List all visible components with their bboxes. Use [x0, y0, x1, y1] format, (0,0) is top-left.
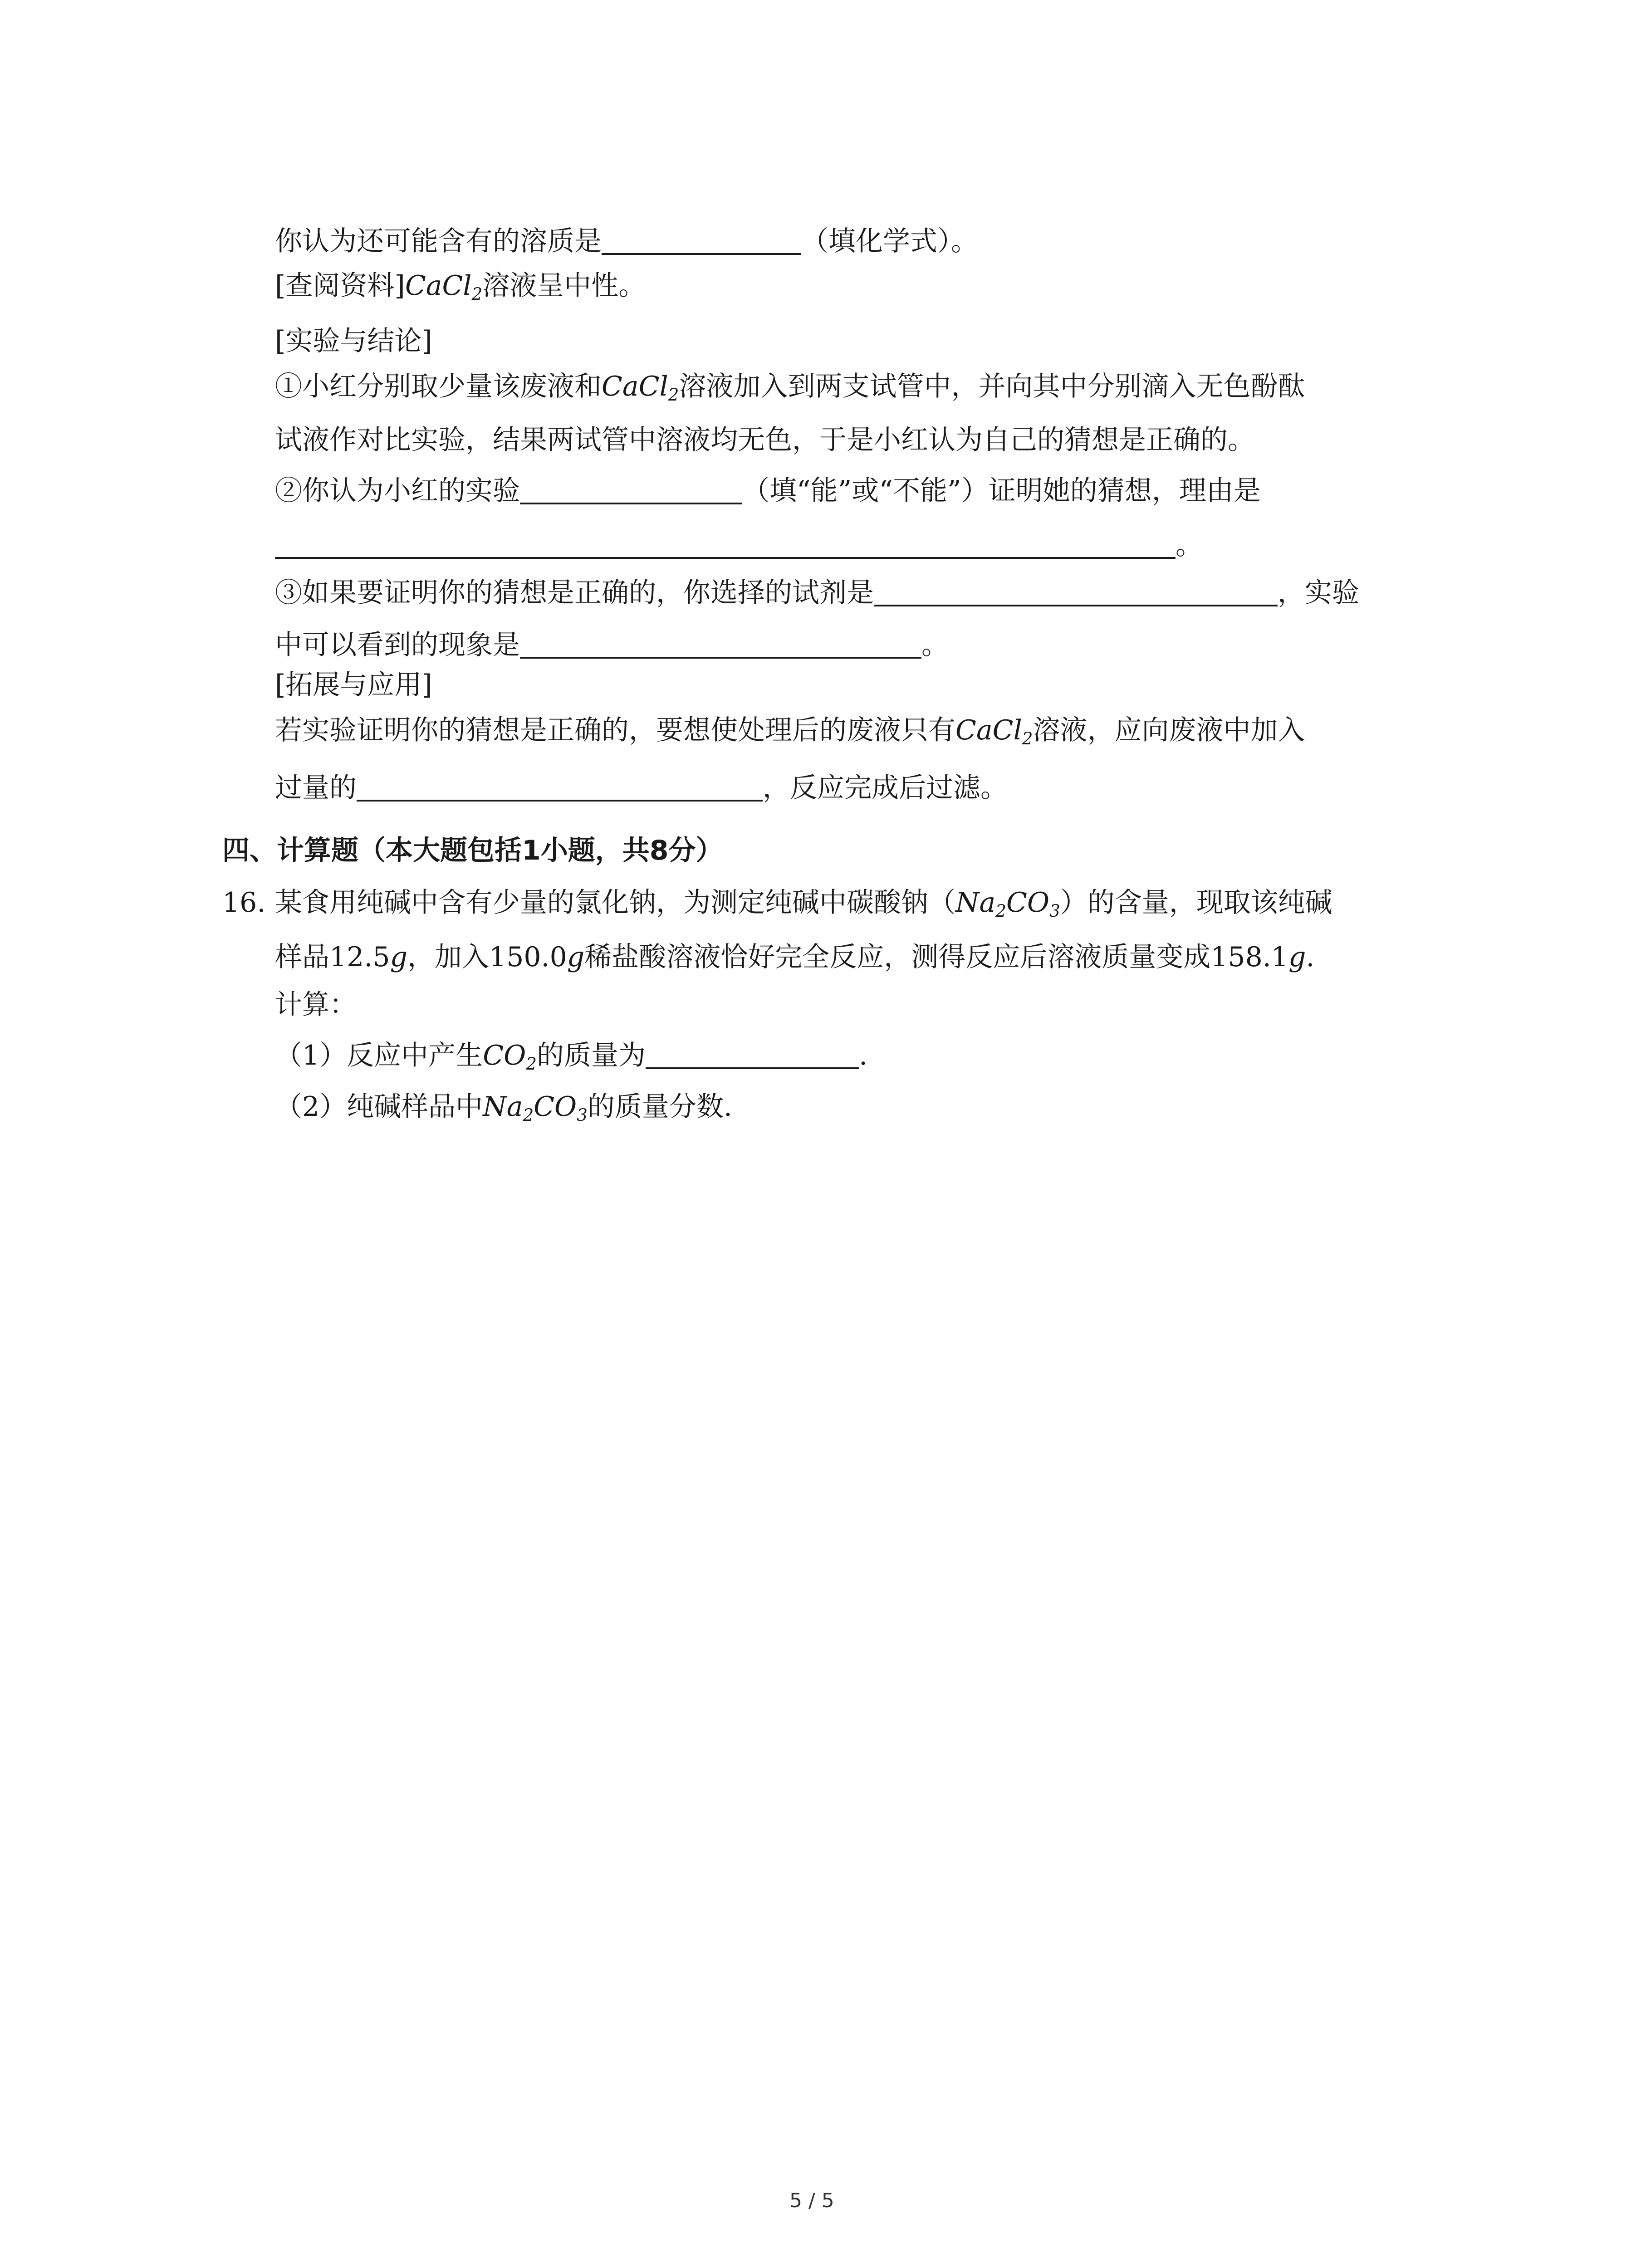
answer-blank-reason[interactable] — [275, 531, 1176, 559]
answer-blank-can[interactable] — [520, 476, 742, 504]
q15-reference: [查阅资料]CaCl$_2$溶液呈中性。 — [275, 270, 646, 304]
q15-extension-line1: 若实验证明你的猜想是正确的，要想使处理后的废液只有CaCl$_2$溶液，应向废液中加入 — [275, 714, 1305, 749]
q16-part2: （2）纯碱样品中$Na_2CO_3$的质量分数. — [275, 1091, 732, 1125]
q15-step3-line1: ③如果要证明你的猜想是正确的，你选择的试剂是 ，实验 — [275, 577, 1359, 609]
q15-line-solute: 你认为还可能含有的溶质是 （填化学式）。 — [275, 225, 978, 257]
q15-step1-line1: ①小红分别取少量该废液和CaCl$_2$溶液加入到两支试管中，并向其中分别滴入无色酚酞 — [275, 371, 1305, 405]
answer-blank-phenomenon[interactable] — [520, 631, 921, 659]
answer-blank-excess-reagent[interactable] — [357, 773, 763, 802]
answer-blank-reagent[interactable] — [874, 578, 1278, 606]
answer-blank-solute[interactable] — [602, 227, 801, 255]
q15-extension-line2: 过量的 ，反应完成后过滤。 — [275, 772, 1008, 804]
q15-step3-line2: 中可以看到的现象是 。 — [275, 629, 949, 661]
q15-step1-line2: 试液作对比实验，结果两试管中溶液均无色，于是小红认为自己的猜想是正确的。 — [275, 424, 1255, 456]
q15-experiment-label: [实验与结论] — [275, 325, 432, 357]
q15-step2: ②你认为小红的实验 （填“能”或“不能”）证明她的猜想，理由是 — [275, 475, 1261, 507]
q16-line1: 某食用纯碱中含有少量的氯化钠，为测定纯碱中碳酸钠$(Na_2CO_3)$的含量，现取该纯碱 — [275, 887, 1332, 921]
page-number: 5 / 5 — [789, 2189, 834, 2212]
q16-part1: （1）反应中产生$CO_2$的质量为 . — [275, 1040, 868, 1074]
q16-number: 16. — [222, 887, 266, 919]
q15-extension-label: [拓展与应用] — [275, 669, 432, 701]
answer-blank-co2-mass[interactable] — [646, 1041, 859, 1069]
q15-step2-reason: 。 — [275, 531, 1203, 559]
q16-line2: 样品12.5g，加入150.0g稀盐酸溶液恰好完全反应，测得反应后溶液质量变成158.1g. — [275, 941, 1315, 973]
section-heading: 四、计算题（本大题包括1小题，共8分） — [222, 835, 723, 866]
q16-calc-label: 计算： — [275, 989, 357, 1021]
